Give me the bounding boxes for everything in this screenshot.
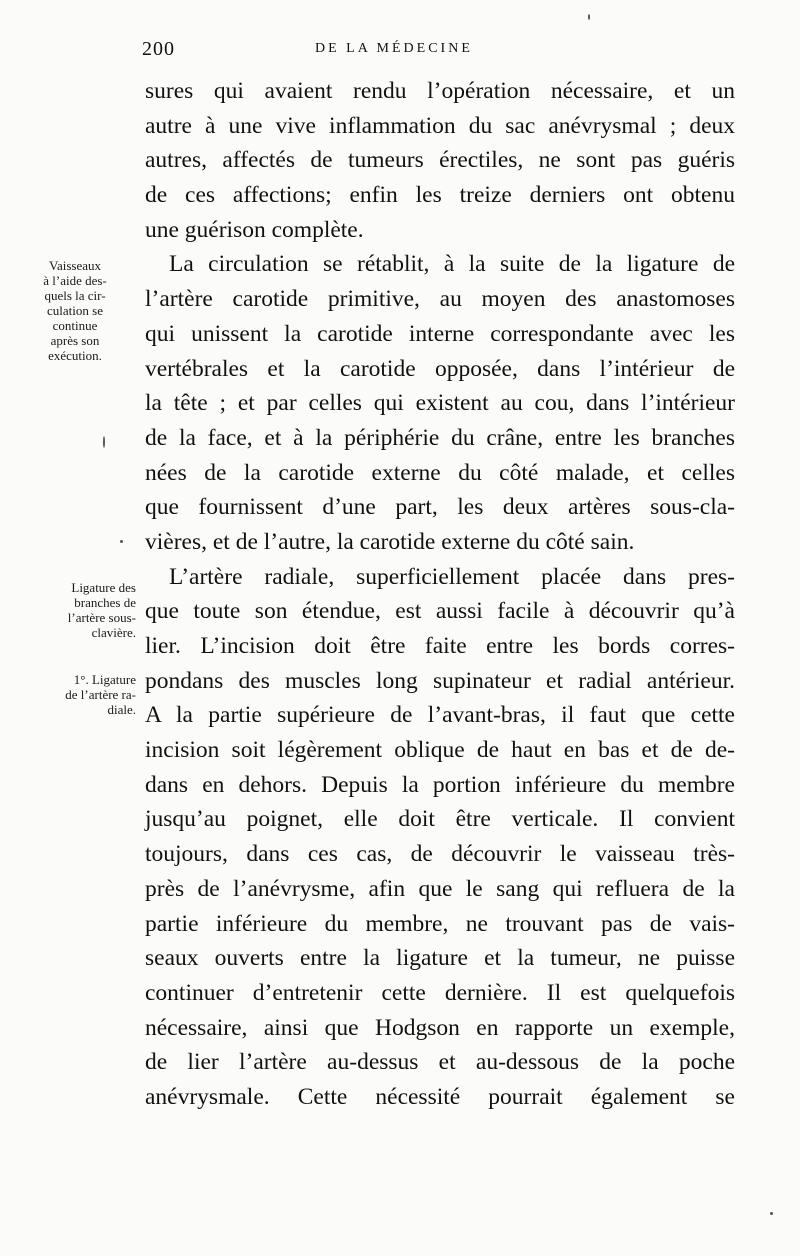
paper-speck [770,1212,773,1215]
margin-note-radial [14,672,136,717]
margin-note-line: branches de [74,595,136,610]
text-line: qui unissent la carotide interne correspondante avec les [145,320,735,347]
margin-note-line: à l’aide des- [43,273,107,288]
text-line: La circulation se rétablit, à la suite de la ligature de [169,251,735,278]
text-line: que fournissent d’une part, les deux artères sous-cla- [145,494,735,521]
margin-note-line: diale. [107,702,136,717]
running-title: DE LA MÉDECINE [315,41,473,56]
margin-note-line: quels la cir- [44,288,106,303]
text-line: continuer d’entretenir cette dernière. Il est quelquefois [145,979,735,1006]
text-line: de ces affections; enfin les treize derniers ont obtenu [145,182,735,209]
text-line: vières, et de l’autre, la carotide externe du côté sain. [145,528,635,555]
text-line: sures qui avaient rendu l’opération nécessaire, et un [145,78,735,104]
paper-speck [103,436,105,448]
margin-note-line: de l’artère ra- [65,687,136,702]
margin-note-line: culation se [47,303,103,318]
margin-note-line: après son [50,333,100,348]
margin-note-line: clavière. [91,625,136,640]
margin-note-subclavian [14,580,136,640]
margin-note-line: Ligature des [71,580,136,595]
text-line: nécessaire, ainsi que Hodgson en rapporte un exemple, [145,1014,735,1041]
text-line: L’artère radiale, superficiellement placée dans pres- [169,563,735,590]
text-line: seaux ouverts entre la ligature et la tumeur, ne puisse [145,945,735,972]
body-text [145,74,735,1115]
text-line: pondans des muscles long supinateur et radial antérieur. [145,667,735,694]
text-line: lier. L’incision doit être faite entre les bords corres- [145,633,735,659]
text-line: près de l’anévrysme, afin que le sang qui refluera de la [145,875,735,902]
text-line: vertébrales et la carotide opposée, dans l’intérieur de [145,355,735,382]
text-line: jusqu’au poignet, elle doit être verticale. Il convient [145,806,735,833]
text-line: partie inférieure du membre, ne trouvant pas de vais- [145,910,735,937]
paper-speck [588,14,590,20]
text-line: une guérison complète. [145,216,364,243]
margin-note-line: exécution. [48,348,102,363]
text-line: que toute son étendue, est aussi facile à découvrir qu’à [145,598,735,625]
text-line: nées de la carotide externe du côté malade, et celles [145,459,735,486]
margin-note-line: Vaisseaux [49,258,101,273]
paper-speck [120,540,123,543]
page-number: 200 [142,38,175,60]
text-line: A la partie supérieure de l’avant-bras, il faut que cette [145,702,735,729]
page-header [140,38,730,60]
text-line: la tête ; et par celles qui existent au cou, dans l’intérieur [145,390,735,417]
text-line: autres, affectés de tumeurs érectiles, ne sont pas guéris [145,147,735,174]
text-line: toujours, dans ces cas, de découvrir le vaisseau très- [145,841,735,868]
margin-note-circulation [14,258,136,363]
text-line: incision soit légèrement oblique de haut en bas et de de- [145,737,735,764]
text-line: autre à une vive inflammation du sac anévrysmal ; deux [145,112,735,139]
text-line: de la face, et à la périphérie du crâne, entre les branches [145,424,735,451]
margin-note-line: 1°. Ligature [73,672,136,687]
text-line: anévrysmale. Cette nécessité pourrait également se [145,1083,735,1110]
text-line: dans en dehors. Depuis la portion inférieure du membre [145,771,735,798]
text-line: de lier l’artère au-dessus et au-dessous de la poche [145,1049,735,1076]
margin-note-line: continue [52,318,98,333]
margin-note-line: l’artère sous- [67,610,136,625]
text-line: l’artère carotide primitive, au moyen des anastomoses [145,286,735,313]
